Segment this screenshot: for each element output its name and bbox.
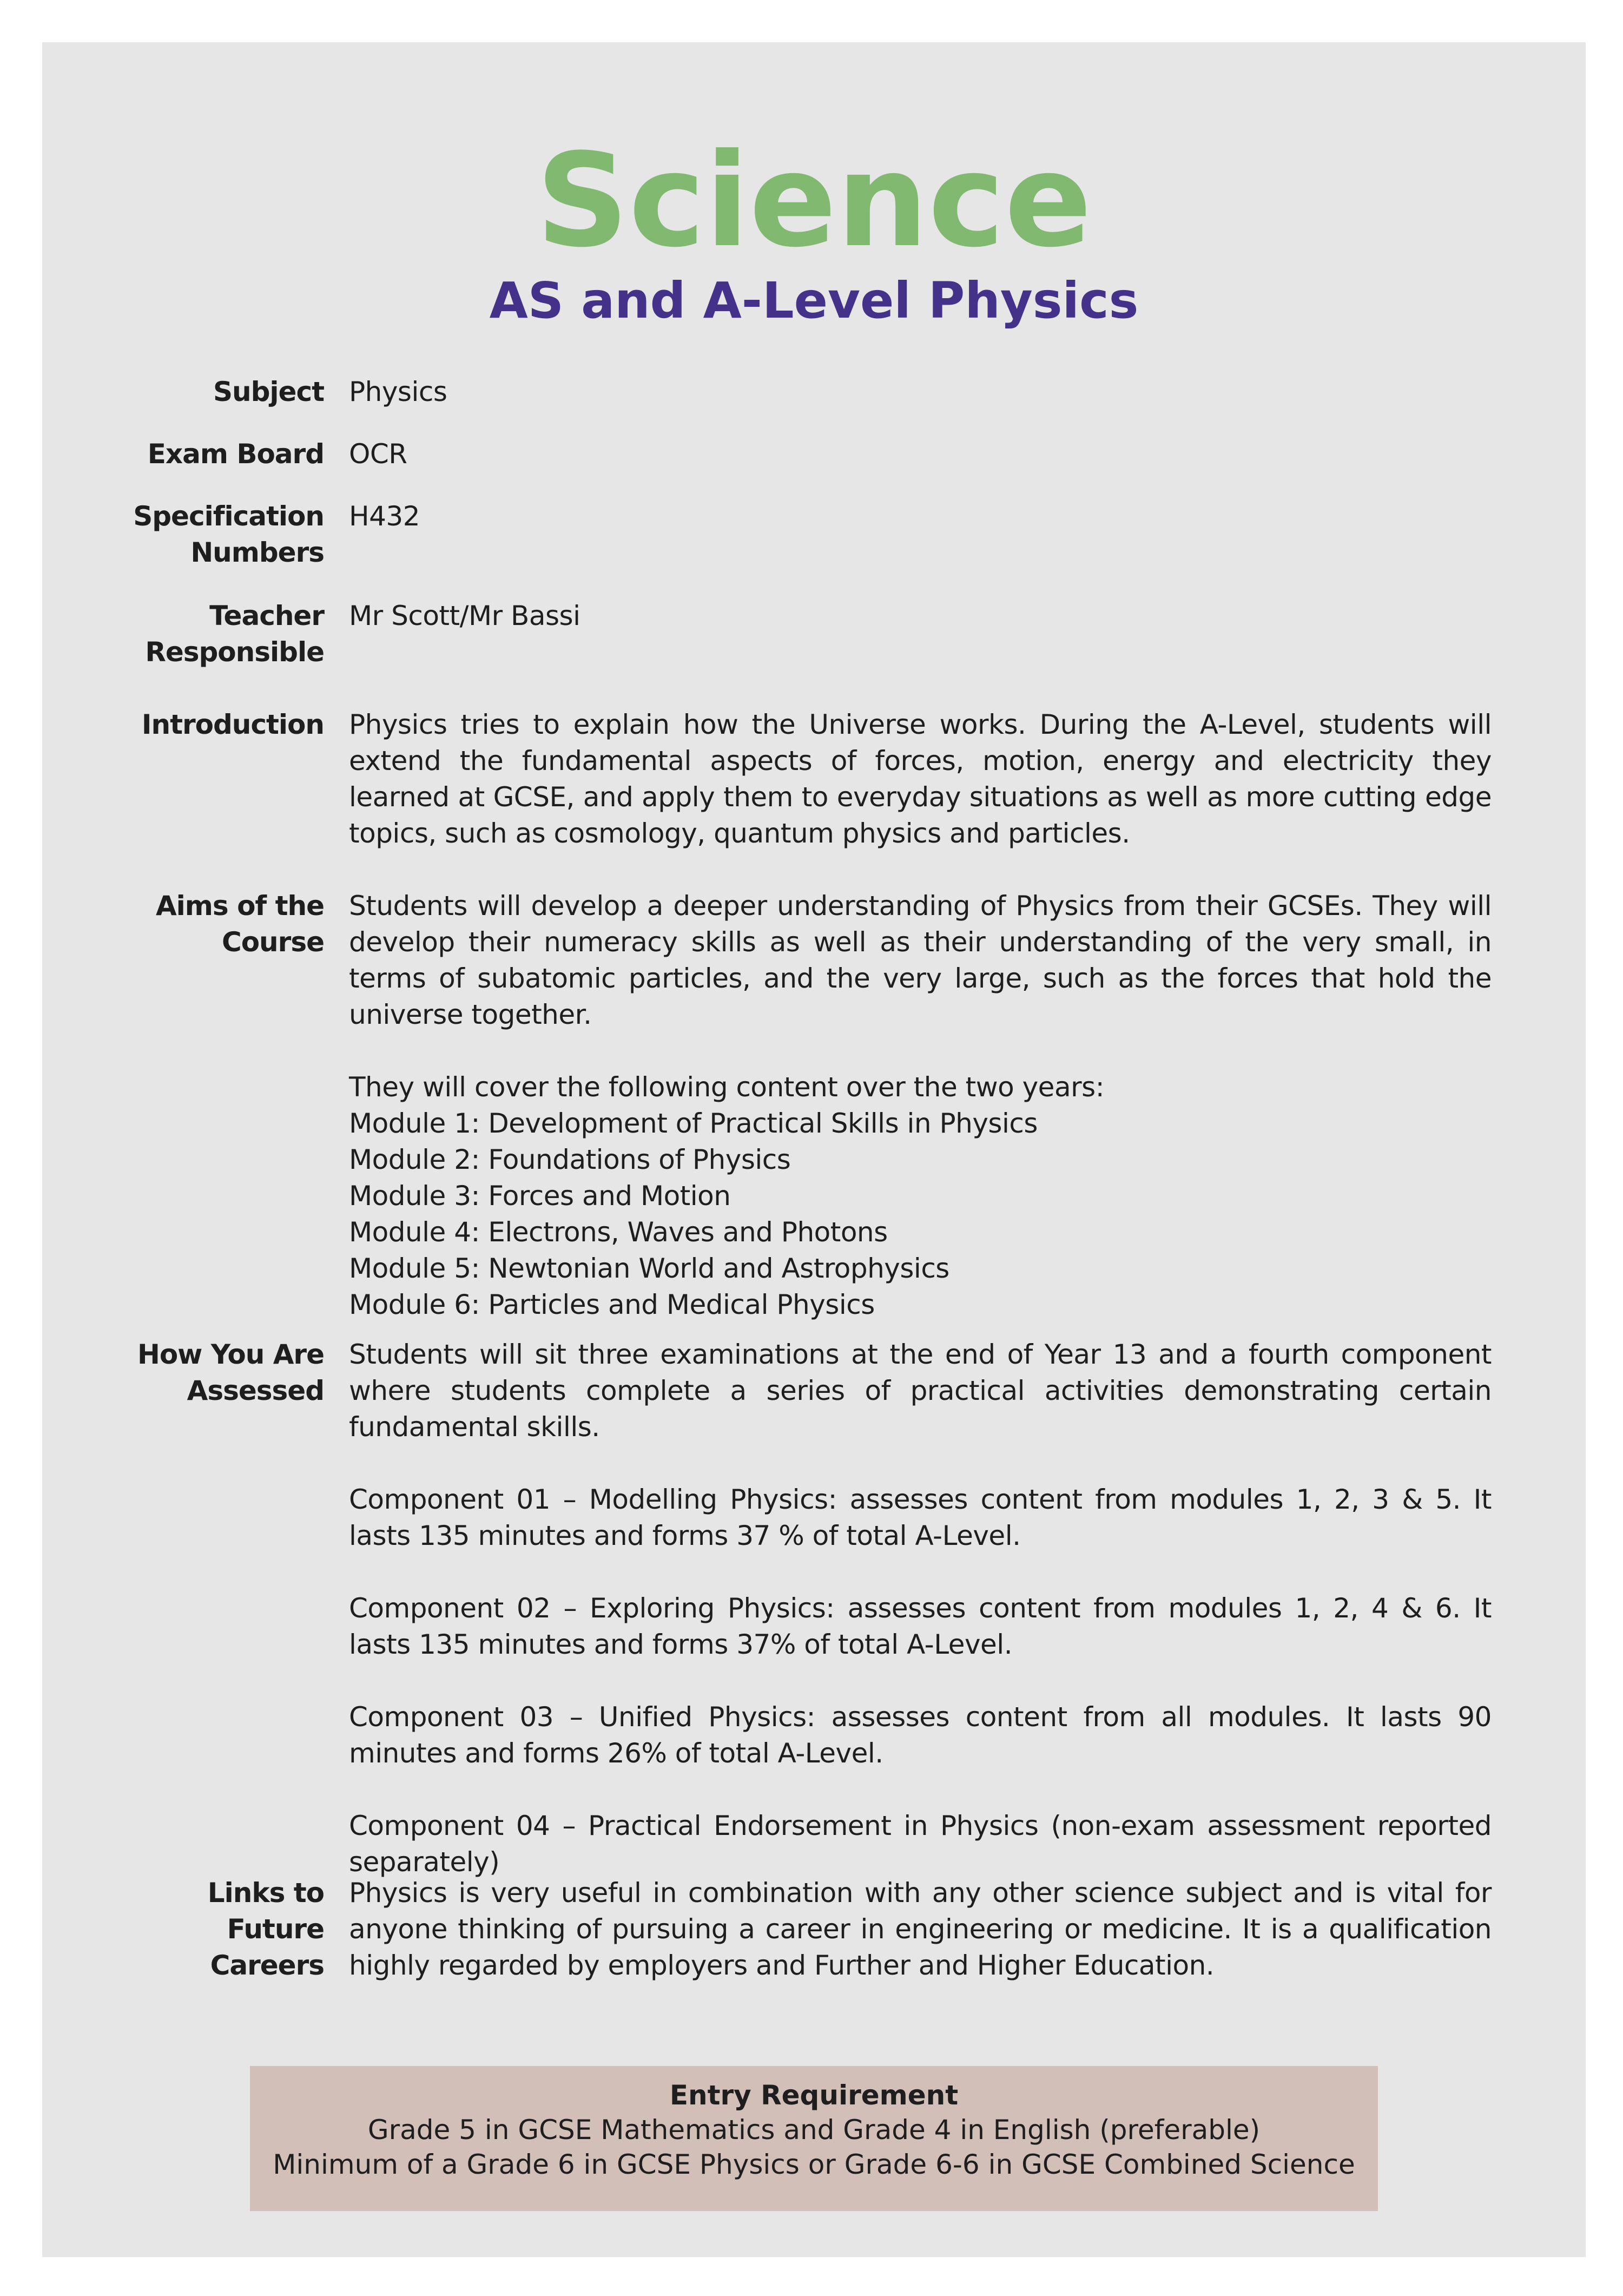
aims-content xyxy=(349,888,1492,1323)
module-item: Module 4: Electrons, Waves and Photons xyxy=(349,1216,888,1248)
page-sheet xyxy=(42,42,1586,2257)
specification-label: Specification Numbers xyxy=(133,501,324,568)
page-title: Science xyxy=(536,126,1092,276)
component-item: Component 04 – Practical Endorsement in Physics (non-exam assessment reported separately) xyxy=(349,1810,1492,1878)
component-item: Component 03 – Unified Physics: assesses content from all modules. It lasts 90 minutes and forms 26% of total A-Level. xyxy=(349,1701,1492,1769)
assessment-content xyxy=(349,1337,1492,1880)
teacher-label: Teacher Responsible xyxy=(145,600,324,668)
module-item: Module 2: Foundations of Physics xyxy=(349,1144,791,1175)
careers-text: Physics is very useful in combination with any other science subject and is vital for anyone thinking of pursuing a career in engineering or medicine. It is a qualification highly regarded by employers and Further and Higher Education. xyxy=(349,1877,1492,1981)
assessment-paragraph: Students will sit three examinations at the end of Year 13 and a fourth component where students complete a series of practical activities demonstrating certain fundamental skills. xyxy=(349,1339,1492,1443)
entry-requirement-box xyxy=(250,2066,1378,2211)
component-item: Component 01 – Modelling Physics: assesses content from modules 1, 2, 3 & 5. It lasts 135 minutes and forms 37 % of total A-Level. xyxy=(349,1484,1492,1551)
specification-value: H432 xyxy=(349,501,420,532)
entry-requirement-line: Minimum of a Grade 6 in GCSE Physics or Grade 6-6 in GCSE Combined Science xyxy=(273,2149,1355,2180)
page-subtitle: AS and A-Level Physics xyxy=(489,272,1139,330)
exam-board-label: Exam Board xyxy=(147,438,324,470)
component-item: Component 02 – Exploring Physics: assesses content from modules 1, 2, 4 & 6. It lasts 135 minutes and forms 37% of total A-Level. xyxy=(349,1593,1492,1660)
entry-requirement-heading: Entry Requirement xyxy=(669,2080,959,2111)
entry-requirement-line: Grade 5 in GCSE Mathematics and Grade 4 in English (preferable) xyxy=(367,2114,1261,2146)
careers-label: Links to Future Careers xyxy=(207,1877,324,1981)
module-item: Module 1: Development of Practical Skills in Physics xyxy=(349,1108,1038,1139)
aims-paragraph: Students will develop a deeper understanding of Physics from their GCSEs. They will develop their numeracy skills as well as their understanding of the very small, in terms of subatomic particles, and the very large, such as the forces that hold the universe together. xyxy=(349,890,1492,1030)
introduction-label: Introduction xyxy=(141,709,324,740)
module-item: Module 6: Particles and Medical Physics xyxy=(349,1289,875,1320)
module-item: Module 5: Newtonian World and Astrophysics xyxy=(349,1253,949,1284)
subject-value: Physics xyxy=(349,376,447,407)
teacher-value: Mr Scott/Mr Bassi xyxy=(349,600,580,631)
subject-label: Subject xyxy=(213,376,324,407)
modules-intro: They will cover the following content over the two years: xyxy=(349,1071,1105,1103)
assessment-label: How You Are Assessed xyxy=(137,1339,324,1406)
module-item: Module 3: Forces and Motion xyxy=(349,1180,731,1212)
aims-label: Aims of the Course xyxy=(155,890,324,958)
exam-board-value: OCR xyxy=(349,438,407,470)
introduction-text: Physics tries to explain how the Universe works. During the A-Level, students will extend the fundamental aspects of forces, motion, energy and electricity they learned at GCSE, and apply them to everyday situations as well as more cutting edge topics, such as cosmology, quantum physics and particles. xyxy=(349,709,1492,849)
